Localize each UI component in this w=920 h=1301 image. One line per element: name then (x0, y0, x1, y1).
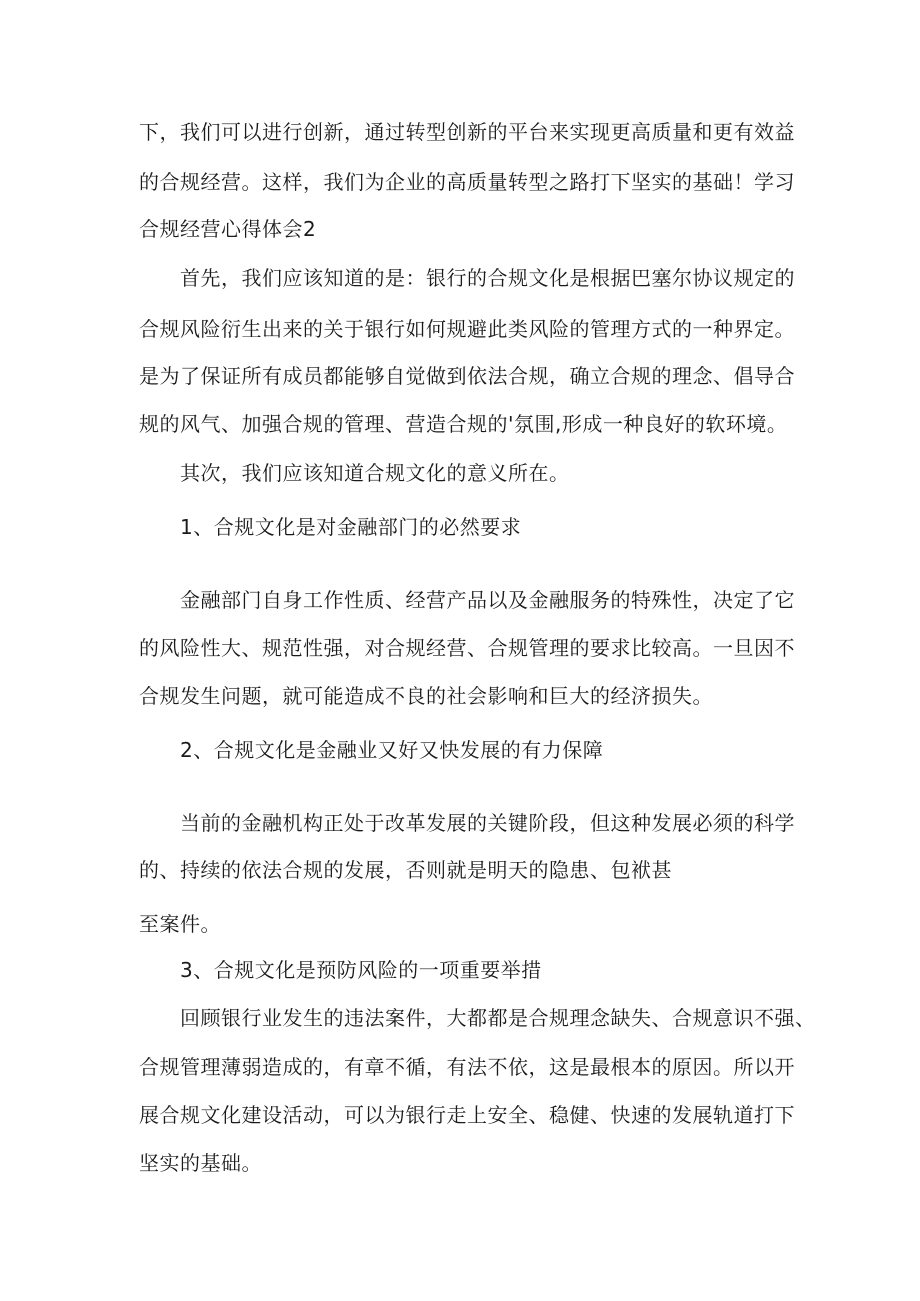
list-heading: 2、合规文化是金融业又好又快发展的有力保障 (180, 738, 604, 762)
text-line: 回顾银行业发生的违法案件，大都都是合规理念缺失、合规意识不强、 (180, 1006, 816, 1030)
text-line: 其次，我们应该知道合规文化的意义所在。 (180, 461, 570, 485)
text-line: 是为了保证所有成员都能够自觉做到依法合规，确立合规的理念、倡导合 (139, 364, 795, 388)
text-line: 合规发生问题，就可能造成不良的社会影响和巨大的经济损失。 (139, 684, 713, 708)
text-line: 的风险性大、规范性强，对合规经营、合规管理的要求比较高。一旦因不 (139, 636, 795, 660)
text-line: 金融部门自身工作性质、经营产品以及金融服务的特殊性，决定了它 (180, 588, 795, 612)
text-line: 首先，我们应该知道的是：银行的合规文化是根据巴塞尔协议规定的 (180, 266, 795, 290)
text-line: 规的风气、加强合规的管理、营造合规的'氛围,形成一种良好的软环境。 (139, 412, 788, 436)
text-line: 合规管理薄弱造成的，有章不循，有法不依，这是最根本的原因。所以开 (139, 1055, 795, 1079)
text-line: 展合规文化建设活动，可以为银行走上安全、稳健、快速的发展轨道打下 (139, 1103, 795, 1127)
section-title: 合规经营心得体会2 (139, 217, 317, 241)
text-line: 合规风险衍生出来的关于银行如何规避此类风险的管理方式的一种界定。 (139, 317, 795, 341)
list-heading: 3、合规文化是预防风险的一项重要举措 (180, 958, 542, 982)
text-line: 坚实的基础。 (139, 1151, 262, 1175)
text-line: 至案件。 (139, 912, 221, 936)
list-heading: 1、合规文化是对金融部门的必然要求 (180, 515, 522, 539)
text-line: 的、持续的依法合规的发展，否则就是明天的隐患、包袱甚 (139, 858, 672, 882)
text-line: 当前的金融机构正处于改革发展的关键阶段，但这种发展必须的科学 (180, 811, 795, 835)
text-line: 下，我们可以进行创新，通过转型创新的平台来实现更高质量和更有效益 (139, 120, 795, 144)
text-line: 的合规经营。这样，我们为企业的高质量转型之路打下坚实的基础！学习 (139, 170, 795, 194)
